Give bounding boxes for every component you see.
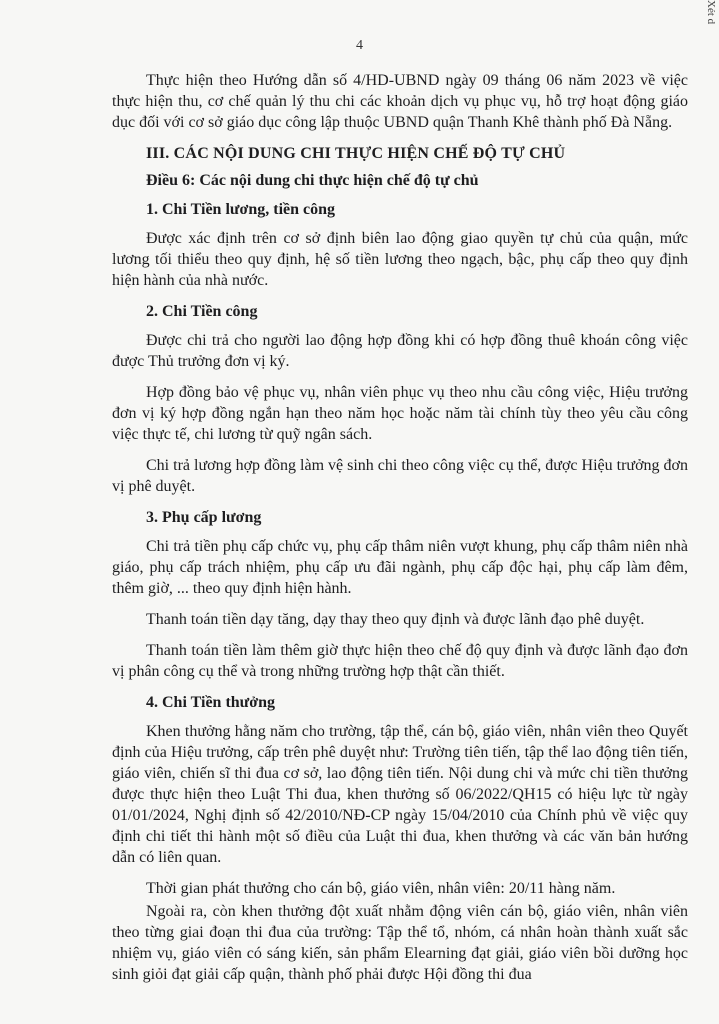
section-heading-iii: III. CÁC NỘI DUNG CHI THỰC HIỆN CHẾ ĐỘ TỰ CHỦ	[146, 145, 566, 162]
paragraph-bonus-extra: Ngoài ra, còn khen thưởng đột xuất nhằm động viên cán bộ, giáo viên, nhân viên theo từng giai đoạn thi đua của trường: Tập thể tổ, nhóm, cá nhân hoàn thành xuất sắc nhiệm vụ, giáo viên có sáng kiến, sản phẩm Elearning đạt giải, giáo viên bồi dưỡng học sinh giỏi đạt giải cấp quận, thành phố phải được Hội đồng thi đua	[112, 903, 688, 983]
article-heading-6: Điều 6: Các nội dung chi thực hiện chế độ tự chủ	[146, 172, 479, 189]
subheading-bonus: 4. Chi Tiền thưởng	[146, 694, 276, 711]
subheading-allowance: 3. Phụ cấp lương	[146, 509, 262, 526]
paragraph-wages-contract: Được chi trả cho người lao động hợp đồng khi có hợp đồng thuê khoán công việc được Thủ trưởng đơn vị ký.	[112, 332, 688, 370]
margin-note: Xét d	[705, 0, 717, 25]
page-number: 4	[356, 38, 363, 53]
subheading-wages: 2. Chi Tiền công	[146, 303, 258, 320]
paragraph-wages-cleaning: Chi trả lương hợp đồng làm vệ sinh chi theo công việc cụ thể, được Hiệu trưởng đơn vị phê duyệt.	[112, 457, 688, 495]
paragraph-wages-security: Hợp đồng bảo vệ phục vụ, nhân viên phục vụ theo nhu cầu công việc, Hiệu trưởng đơn vị ký hợp đồng ngắn hạn theo năm học hoặc năm tài chính tùy theo yêu cầu công việc thực tế, chi lương từ quỹ ngân sách.	[112, 384, 688, 443]
paragraph-guidance-reference: Thực hiện theo Hướng dẫn số 4/HD-UBND ngày 09 tháng 06 năm 2023 về việc thực hiện thu, cơ chế quản lý thu chi các khoản dịch vụ phục vụ, hỗ trợ hoạt động giáo dục đối với cơ sở giáo dục công lập thuộc UBND quận Thanh Khê thành phố Đà Nẵng.	[112, 72, 688, 131]
subheading-salary: 1. Chi Tiền lương, tiền công	[146, 201, 336, 218]
paragraph-bonus-annual: Khen thưởng hằng năm cho trường, tập thể, cán bộ, giáo viên, nhân viên theo Quyết định của Hiệu trưởng, cấp trên phê duyệt như: Trường tiên tiến, tập thể lao động tiên tiến, giáo viên, chiến sĩ thi đua cơ sở, lao động tiên tiến. Nội dung chi và mức chi tiền thưởng được thực hiện theo Luật Thi đua, khen thưởng số 06/2022/QH15 có hiệu lực từ ngày 01/01/2024, Nghị định số 42/2010/NĐ-CP ngày 15/04/2010 của Chính phủ về việc quy định chi tiết thi hành một số điều của Luật thi đua, khen thưởng và các văn bản hướng dẫn có liên quan.	[112, 723, 688, 866]
paragraph-salary: Được xác định trên cơ sở định biên lao động giao quyền tự chủ của quận, mức lương tối thiểu theo quy định, hệ số tiền lương theo ngạch, bậc, phụ cấp theo quy định hiện hành của nhà nước.	[112, 230, 688, 289]
paragraph-bonus-time: Thời gian phát thưởng cho cán bộ, giáo viên, nhân viên: 20/11 hàng năm.	[146, 880, 616, 897]
document-body	[112, 70, 688, 995]
paragraph-allowance-overtime: Thanh toán tiền làm thêm giờ thực hiện theo chế độ quy định và được lãnh đạo đơn vị phân công cụ thể và trong những trường hợp thật cần thiết.	[112, 642, 688, 680]
paragraph-allowance-extra-teaching: Thanh toán tiền dạy tăng, dạy thay theo quy định và được lãnh đạo phê duyệt.	[146, 611, 645, 628]
paragraph-allowance-types: Chi trả tiền phụ cấp chức vụ, phụ cấp thâm niên vượt khung, phụ cấp thâm niên nhà giáo, phụ cấp trách nhiệm, phụ cấp ưu đãi ngành, phụ cấp độc hại, phụ cấp làm đêm, thêm giờ, ... theo quy định hiện hành.	[112, 538, 688, 597]
